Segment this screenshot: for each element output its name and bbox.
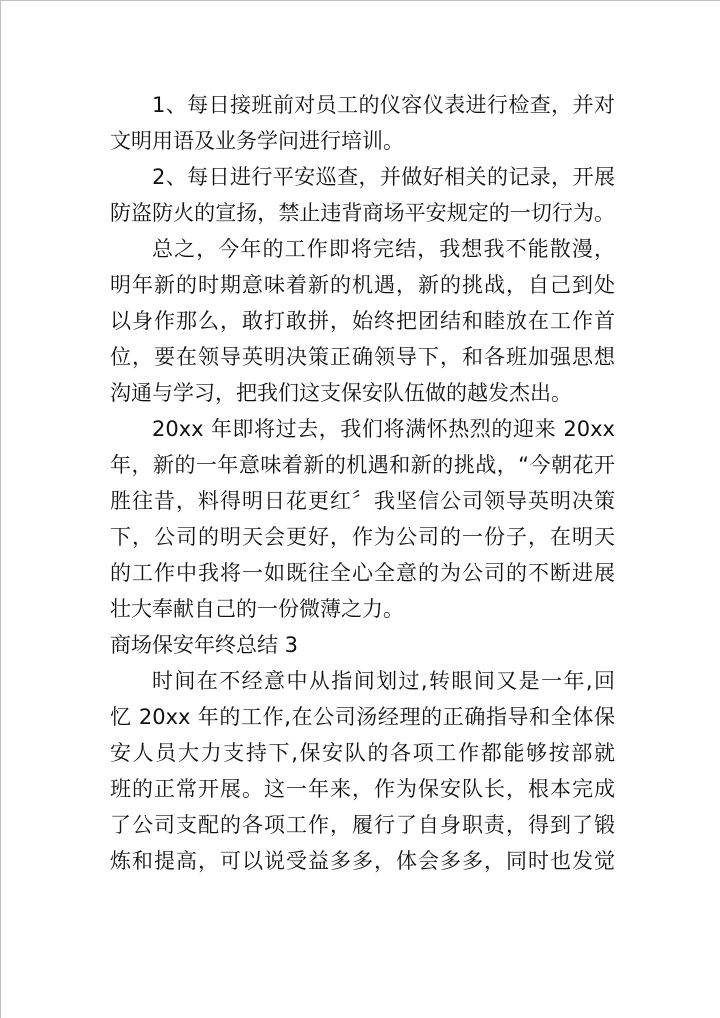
paragraph-line: 时间在不经意中从指间划过,转眼间又是一年,回 xyxy=(152,669,615,693)
paragraph-line: 防盗防火的宣扬，禁止违背商场平安规定的一切行为。 xyxy=(110,201,615,225)
document-body xyxy=(110,87,615,879)
paragraph-line: 安人员大力支持下,保安队的各项工作都能够按部就 xyxy=(110,741,615,765)
paragraph-line: 班的正常开展。这一年来，作为保安队长，根本完成 xyxy=(110,777,615,801)
paragraph-line: 1、每日接班前对员工的仪容仪表进行检查，并对 xyxy=(152,93,615,117)
paragraph-line: 总之，今年的工作即将完结，我想我不能散漫， xyxy=(152,237,615,261)
paragraph-line: 明年新的时期意味着新的机遇，新的挑战，自己到处 xyxy=(110,273,615,297)
paragraph-line: 的工作中我将一如既往全心全意的为公司的不断进展 xyxy=(110,561,615,585)
paragraph-line: 壮大奉献自己的一份微薄之力。 xyxy=(110,597,404,621)
paragraph-line: 2、每日进行平安巡查，并做好相关的记录，开展 xyxy=(152,165,615,189)
paragraph-line: 年，新的一年意味着新的机遇和新的挑战，“今朝花开 xyxy=(110,453,615,477)
paragraph-line: 炼和提高，可以说受益多多，体会多多，同时也发觉 xyxy=(110,849,615,873)
paragraph-line: 忆 20xx 年的工作,在公司汤经理的正确指导和全体保 xyxy=(110,705,615,729)
section-heading: 商场保安年终总结 3 xyxy=(110,633,299,657)
paragraph-line: 20xx 年即将过去，我们将满怀热烈的迎来 20xx xyxy=(152,417,615,441)
paragraph-line: 了公司支配的各项工作，履行了自身职责，得到了锻 xyxy=(110,813,615,837)
paragraph-line: 下，公司的明天会更好，作为公司的一份子，在明天 xyxy=(110,525,615,549)
paragraph-line: 以身作那么，敢打敢拼，始终把团结和睦放在工作首 xyxy=(110,309,615,333)
paragraph-line: 胜往昔，料得明日花更红〞我坚信公司领导英明决策 xyxy=(110,489,615,513)
paragraph-line: 沟通与学习，把我们这支保安队伍做的越发杰出。 xyxy=(110,381,572,405)
paragraph-line: 文明用语及业务学问进行培训。 xyxy=(110,129,404,153)
paragraph-line: 位，要在领导英明决策正确领导下，和各班加强思想 xyxy=(110,345,615,369)
